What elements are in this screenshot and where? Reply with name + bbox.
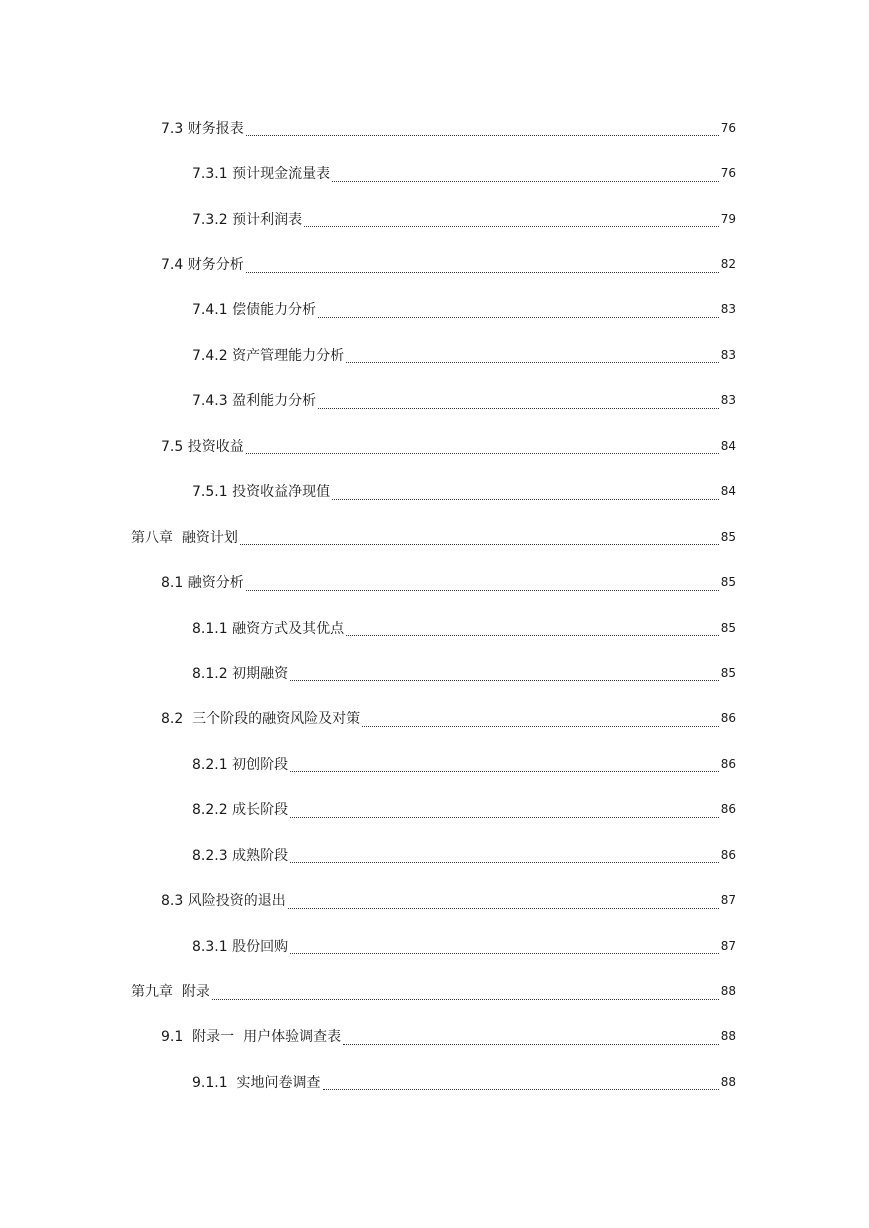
toc-entry[interactable] [0,196,869,241]
toc-dot-leader [323,1075,719,1090]
toc-dot-leader [290,848,719,863]
toc-entry[interactable] [0,605,869,650]
toc-entry-title: 8.2 三个阶段的融资风险及对策 [161,711,361,728]
toc-entry-title: 7.3.1 预计现金流量表 [192,166,331,183]
toc-entry[interactable] [0,332,869,377]
toc-entry[interactable] [0,105,869,150]
toc-entry-title: 7.5 投资收益 [161,438,244,455]
toc-entry[interactable] [0,514,869,559]
toc-entry-title: 8.2.1 初创阶段 [192,756,289,773]
toc-entry-page: 86 [720,711,736,726]
toc-entry-title: 7.5.1 投资收益净现值 [192,484,331,501]
toc-entry-title: 7.3.2 预计利润表 [192,211,303,228]
toc-entry[interactable] [0,696,869,741]
toc-entry-page: 88 [720,1074,736,1089]
toc-dot-leader [290,757,719,772]
toc-entry[interactable] [0,559,869,604]
toc-entry-title: 8.1.2 初期融资 [192,665,289,682]
toc-entry-page: 82 [720,257,736,272]
toc-entry-page: 79 [720,211,736,226]
toc-entry-title: 7.4.3 盈利能力分析 [192,393,317,410]
toc-entry-page: 85 [720,529,736,544]
toc-entry-title: 第九章 附录 [131,984,210,1001]
toc-dot-leader [246,258,719,273]
toc-entry-page: 76 [720,166,736,181]
toc-entry-page: 86 [720,847,736,862]
toc-entry[interactable] [0,1014,869,1059]
toc-entry-title: 7.4 财务分析 [161,257,244,274]
toc-entry-page: 85 [720,665,736,680]
toc-entry[interactable] [0,877,869,922]
toc-dot-leader [332,167,719,182]
toc-dot-leader [304,212,719,227]
toc-dot-leader [240,530,719,545]
toc-entry[interactable] [0,923,869,968]
toc-entry-page: 87 [720,893,736,908]
toc-entry[interactable] [0,650,869,695]
toc-entry-page: 76 [720,120,736,135]
toc-dot-leader [362,712,719,727]
toc-dot-leader [346,348,719,363]
toc-entry-title: 7.4.1 偿债能力分析 [192,302,317,319]
toc-entry[interactable] [0,832,869,877]
toc-entry-title: 7.4.2 资产管理能力分析 [192,347,345,364]
toc-entry[interactable] [0,378,869,423]
toc-entry-title: 8.3.1 股份回购 [192,938,289,955]
toc-dot-leader [212,985,719,1000]
toc-dot-leader [246,576,719,591]
toc-entry[interactable] [0,469,869,514]
toc-entry-title: 9.1 附录一 用户体验调查表 [161,1029,342,1046]
toc-entry-title: 8.1 融资分析 [161,575,244,592]
toc-entry[interactable] [0,423,869,468]
toc-dot-leader [246,121,719,136]
toc-entry-title: 第八章 融资计划 [131,529,238,546]
toc-dot-leader [290,666,719,681]
toc-entry-page: 83 [720,347,736,362]
toc-entry-page: 87 [720,938,736,953]
toc-entry-title: 8.2.3 成熟阶段 [192,847,289,864]
toc-entry[interactable] [0,1059,869,1104]
table-of-contents [0,105,869,1105]
toc-entry-title: 8.2.2 成长阶段 [192,802,289,819]
toc-entry-page: 85 [720,620,736,635]
toc-dot-leader [290,803,719,818]
toc-dot-leader [246,439,719,454]
toc-entry-page: 83 [720,393,736,408]
toc-dot-leader [318,394,719,409]
toc-dot-leader [290,939,719,954]
toc-entry-page: 84 [720,484,736,499]
toc-entry-title: 7.3 财务报表 [161,120,244,137]
toc-entry[interactable] [0,150,869,195]
toc-entry-page: 84 [720,438,736,453]
toc-dot-leader [318,303,719,318]
toc-entry-page: 88 [720,1029,736,1044]
toc-entry-page: 85 [720,575,736,590]
toc-entry-title: 9.1.1 实地问卷调查 [192,1074,321,1091]
toc-entry[interactable] [0,287,869,332]
toc-entry[interactable] [0,968,869,1013]
toc-entry[interactable] [0,241,869,286]
toc-entry[interactable] [0,787,869,832]
toc-entry-title: 8.3 风险投资的退出 [161,893,286,910]
toc-entry-page: 83 [720,302,736,317]
toc-entry-page: 86 [720,802,736,817]
toc-entry-page: 88 [720,984,736,999]
toc-dot-leader [332,485,719,500]
toc-dot-leader [288,894,719,909]
toc-dot-leader [343,1030,719,1045]
toc-dot-leader [346,621,719,636]
toc-entry-page: 86 [720,756,736,771]
toc-entry-title: 8.1.1 融资方式及其优点 [192,620,345,637]
toc-entry[interactable] [0,741,869,786]
